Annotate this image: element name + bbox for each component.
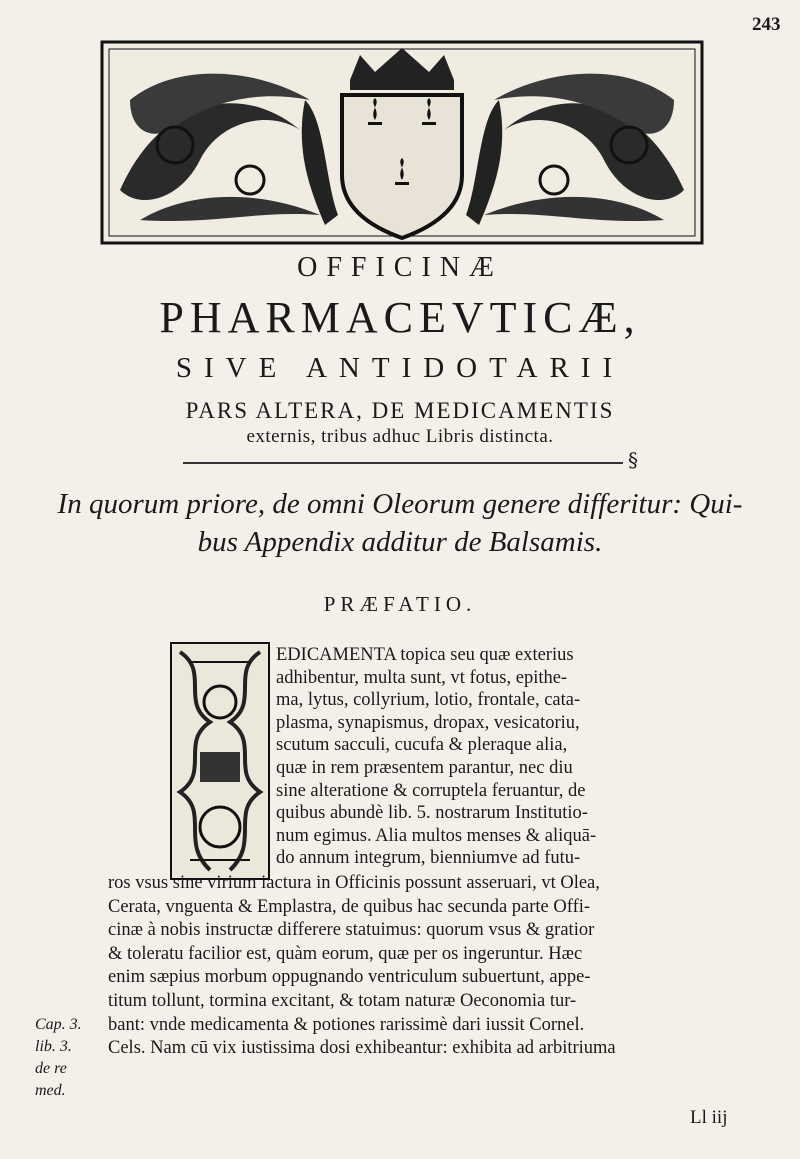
margin-note-line: de re (35, 1060, 67, 1077)
headpiece-coat-of-arms (100, 40, 704, 245)
margin-note-line: lib. 3. (35, 1038, 72, 1055)
decorated-initial-icon (170, 642, 270, 880)
body-text-line: adhibentur, multa sunt, vt fotus, epithe- (276, 667, 568, 688)
body-text-line: ma, lytus, collyrium, lotio, frontale, cata- (276, 690, 581, 711)
body-text-line: enim sæpius morbum oppugnando ventriculum subuertunt, appe- (108, 967, 591, 988)
rule-ornament-icon: § (628, 448, 638, 472)
body-text-line: ros vsus sine virium iactura in Officinis possunt asseruari, vt Olea, (108, 873, 600, 893)
body-text-line: quæ in rem præsentem parantur, nec diu (276, 758, 573, 778)
body-text-line: num egimus. Alia multos menses & aliquā- (276, 825, 597, 846)
title-externis: externis, tribus adhuc Libris distincta. (246, 426, 554, 447)
body-text-line: titum tollunt, tormina excitant, & totam naturæ Oeconomia tur- (108, 991, 577, 1011)
horizontal-rule (183, 462, 623, 464)
page-number: 243 (752, 14, 781, 35)
title-officinae: OFFICINÆ (297, 252, 503, 283)
body-text-line: cinæ à nobis instructæ differere statuimus: quorum vsus & gratior (108, 920, 595, 941)
margin-note-line: med. (35, 1082, 66, 1099)
subtitle-line-1: In quorum priore, de omni Oleorum genere differitur: Qui- (57, 488, 743, 520)
section-heading: PRÆFATIO. (323, 592, 477, 616)
body-text-line: Cels. Nam cū vix iustissima dosi exhibeantur: exhibita ad arbitriuma (108, 1038, 616, 1059)
signature-mark: Ll iij (690, 1107, 728, 1128)
body-text-line: & toleratu facilior est, quàm eorum, quæ per os ingeruntur. Hæc (108, 943, 583, 964)
body-text-line: Cerata, vnguenta & Emplastra, de quibus hac secunda parte Offi- (108, 896, 591, 917)
title-pharmaceuticae: PHARMACEVTICÆ, (159, 293, 641, 342)
body-text-line: plasma, synapismus, dropax, vesicatoriu, (276, 712, 580, 733)
title-pars-altera: PARS ALTERA, DE MEDICAMENTIS (185, 398, 615, 423)
body-text-line: scutum sacculi, cucufa & pleraque alia, (276, 735, 568, 756)
margin-note-line: Cap. 3. (35, 1016, 82, 1033)
body-text-line: bant: vnde medicamenta & potiones rarissimè dari iussit Cornel. (108, 1014, 585, 1035)
body-text-line: EDICAMENTA topica seu quæ exterius (276, 645, 574, 665)
title-sive-antidotarii: SIVE ANTIDOTARII (175, 352, 625, 384)
body-text-line: do annum integrum, bienniumve ad futu- (276, 848, 581, 869)
subtitle-line-2: bus Appendix additur de Balsamis. (197, 526, 603, 558)
body-text-line: sine alteratione & corruptela feruantur, de (276, 780, 586, 801)
body-text-line: quibus abundè lib. 5. nostrarum Institutio- (276, 803, 588, 824)
